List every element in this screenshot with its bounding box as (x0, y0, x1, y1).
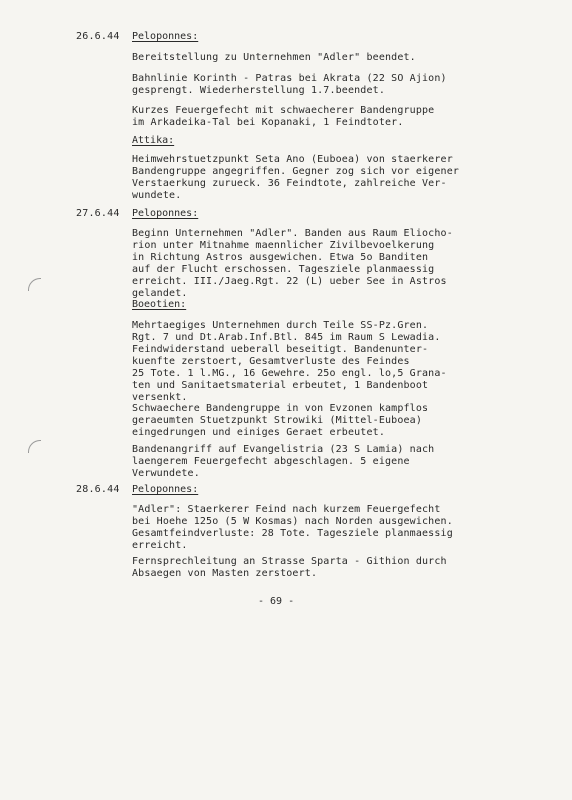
text-line: Verwundete. (132, 468, 200, 479)
text-line: Kurzes Feuergefecht mit schwaecherer Bandengruppe (132, 105, 435, 116)
text-line: Beginn Unternehmen "Adler". Banden aus Raum Eliocho- (132, 228, 453, 239)
text-line: kuenfte zerstoert, Gesamtverluste des Feindes (132, 356, 410, 367)
text-line: im Arkadeika-Tal bei Kopanaki, 1 Feindtoter. (132, 117, 404, 128)
section-heading: Attika: (132, 135, 175, 146)
text-line: Fernsprechleitung an Strasse Sparta - Githion durch (132, 556, 447, 567)
text-line: Heimwehrstuetzpunkt Seta Ano (Euboea) von staerkerer (132, 154, 453, 165)
text-line: erreicht. (132, 540, 188, 551)
text-line: Feindwiderstand ueberall beseitigt. Bandenunter- (132, 344, 429, 355)
text-line: rion unter Mitnahme maennlicher Zivilbevoelkerung (132, 240, 435, 251)
paragraph (132, 403, 472, 439)
paragraph (132, 228, 472, 300)
section-heading: Peloponnes: (132, 208, 199, 219)
text-line: laengerem Feuergefecht abgeschlagen. 5 eigene (132, 456, 410, 467)
text-line: erreicht. III./Jaeg.Rgt. 22 (L) ueber See in Astros (132, 276, 447, 287)
text-line: gesprengt. Wiederherstellung 1.7.beendet. (132, 85, 385, 96)
entry-date: 28.6.44 (76, 484, 120, 495)
text-line: Gesamtfeindverluste: 28 Tote. Tagesziele planmaessig (132, 528, 453, 539)
paragraph (132, 556, 472, 580)
text-line: Verstaerkung zurueck. 36 Feindtote, zahlreiche Ver- (132, 178, 447, 189)
paragraph (132, 73, 472, 97)
text-line: Bandenangriff auf Evangelistria (23 S Lamia) nach (132, 444, 435, 455)
text-line: Bahnlinie Korinth - Patras bei Akrata (22 SO Ajion) (132, 73, 447, 84)
text-line: gelandet. (132, 288, 188, 299)
text-line: ten und Sanitaetsmaterial erbeutet, 1 Bandenboot (132, 380, 429, 391)
text-line: Rgt. 7 und Dt.Arab.Inf.Btl. 845 im Raum S Lewadia. (132, 332, 441, 343)
text-line: "Adler": Staerkerer Feind nach kurzem Feuergefecht (132, 504, 441, 515)
page-number: - 69 - (258, 596, 295, 607)
paragraph (132, 444, 472, 480)
text-line: Absaegen von Masten zerstoert. (132, 568, 318, 579)
paragraph (132, 105, 472, 129)
punch-hole-mark (28, 440, 41, 453)
punch-hole-mark (28, 278, 41, 291)
text-line: bei Hoehe 125o (5 W Kosmas) nach Norden ausgewichen. (132, 516, 453, 527)
entry-date: 26.6.44 (76, 31, 120, 42)
text-line: versenkt. (132, 392, 188, 403)
entry-date: 27.6.44 (76, 208, 120, 219)
text-line: Bereitstellung zu Unternehmen "Adler" beendet. (132, 52, 416, 63)
text-line: in Richtung Astros ausgewichen. Etwa 5o Banditen (132, 252, 429, 263)
text-line: auf der Flucht erschossen. Tagesziele planmaessig (132, 264, 435, 275)
section-heading: Boeotien: (132, 299, 187, 310)
section-heading: Peloponnes: (132, 31, 199, 42)
paragraph (132, 154, 472, 202)
text-line: Schwaechere Bandengruppe in von Evzonen kampflos (132, 403, 429, 414)
paragraph (132, 52, 472, 64)
text-line: wundete. (132, 190, 182, 201)
section-heading: Peloponnes: (132, 484, 199, 495)
paragraph (132, 320, 472, 404)
text-line: eingedrungen und einiges Geraet erbeutet. (132, 427, 385, 438)
text-line: 25 Tote. 1 l.MG., 16 Gewehre. 25o engl. lo,5 Grana- (132, 368, 447, 379)
text-line: Mehrtaegiges Unternehmen durch Teile SS-Pz.Gren. (132, 320, 429, 331)
text-line: geraeumten Stuetzpunkt Strowiki (Mittel-Euboea) (132, 415, 423, 426)
paragraph (132, 504, 472, 552)
text-line: Bandengruppe angegriffen. Gegner zog sich vor eigener (132, 166, 460, 177)
